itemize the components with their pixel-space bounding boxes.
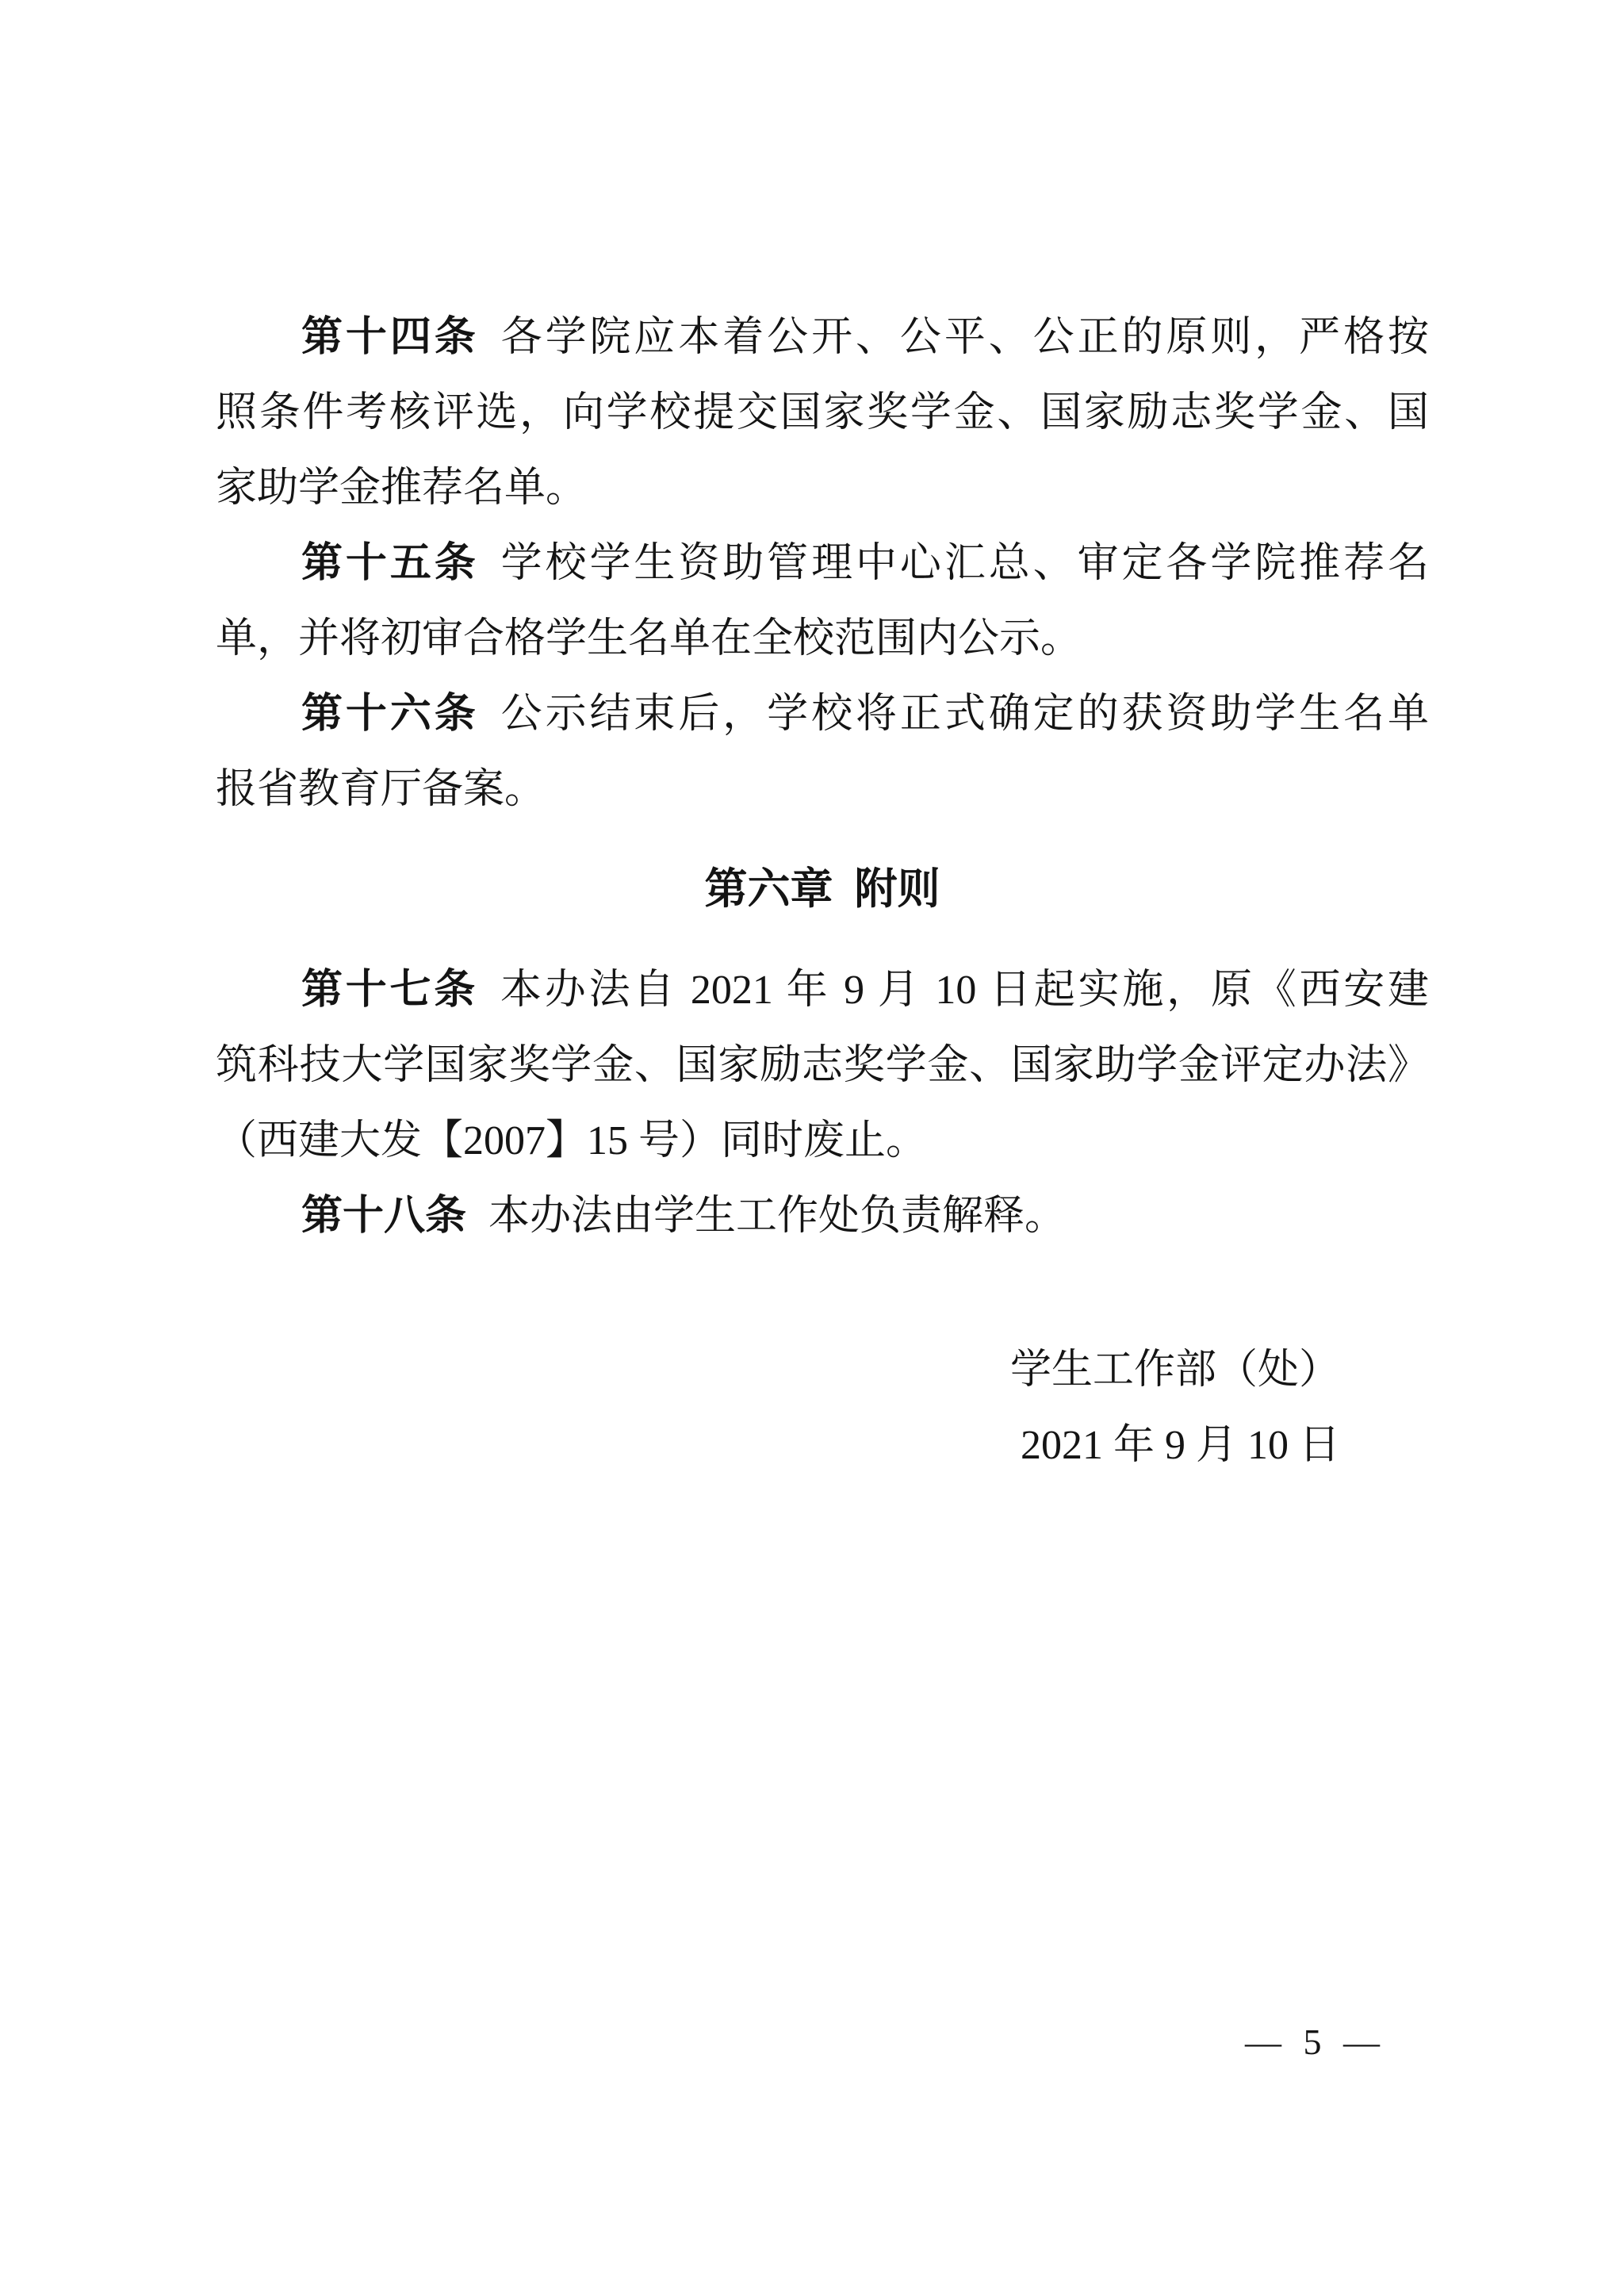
article-17-line-3: （西建大发【2007】15 号）同时废止。: [216, 1118, 928, 1163]
article-18-label: 第十八条: [301, 1194, 467, 1239]
chapter-heading-title: 附则: [854, 865, 940, 913]
article-14-line-2: 照条件考核评选，向学校提交国家奖学金、国家励志奖学金、国: [216, 390, 1429, 435]
article-18-line-1: [216, 1179, 1429, 1254]
document-body: [216, 300, 1429, 1483]
article-16-text-1: 公示结束后，学校将正式确定的获资助学生名单: [500, 692, 1429, 737]
chapter-heading-number: 第六章: [704, 865, 833, 913]
article-17-text-1: 本办法自 2021 年 9 月 10 日起实施，原《西安建: [500, 968, 1429, 1013]
article-15-line-1: [216, 526, 1429, 601]
article-16-label: 第十六条: [301, 692, 479, 737]
signature-spacer: [216, 1254, 1429, 1332]
page-number: — 5 —: [1245, 2022, 1386, 2062]
article-14-line-3: 家助学金推荐名单。: [216, 466, 588, 511]
chapter-heading: [216, 852, 1429, 927]
article-17-label: 第十七条: [301, 968, 479, 1013]
article-15-label: 第十五条: [301, 541, 479, 586]
article-14-label: 第十四条: [301, 315, 479, 360]
article-16-line-2: 报省教育厅备案。: [216, 767, 546, 812]
signature-date: 2021 年 9 月 10 日: [1020, 1423, 1340, 1468]
article-18-text-1: 本办法由学生工作处负责解释。: [488, 1194, 1067, 1239]
article-17-line-2: 筑科技大学国家奖学金、国家励志奖学金、国家助学金评定办法》: [216, 1043, 1429, 1088]
article-15-text-1: 学校学生资助管理中心汇总、审定各学院推荐名: [500, 541, 1429, 586]
article-17-line-1: [216, 953, 1429, 1028]
article-14-line-1: [216, 300, 1429, 375]
article-16-line-1: [216, 677, 1429, 752]
article-15-line-2: 单，并将初审合格学生名单在全校范围内公示。: [216, 616, 1082, 661]
signature-department: 学生工作部（处）: [1009, 1347, 1340, 1393]
article-14-text-1: 各学院应本着公开、公平、公正的原则，严格按: [500, 315, 1429, 360]
